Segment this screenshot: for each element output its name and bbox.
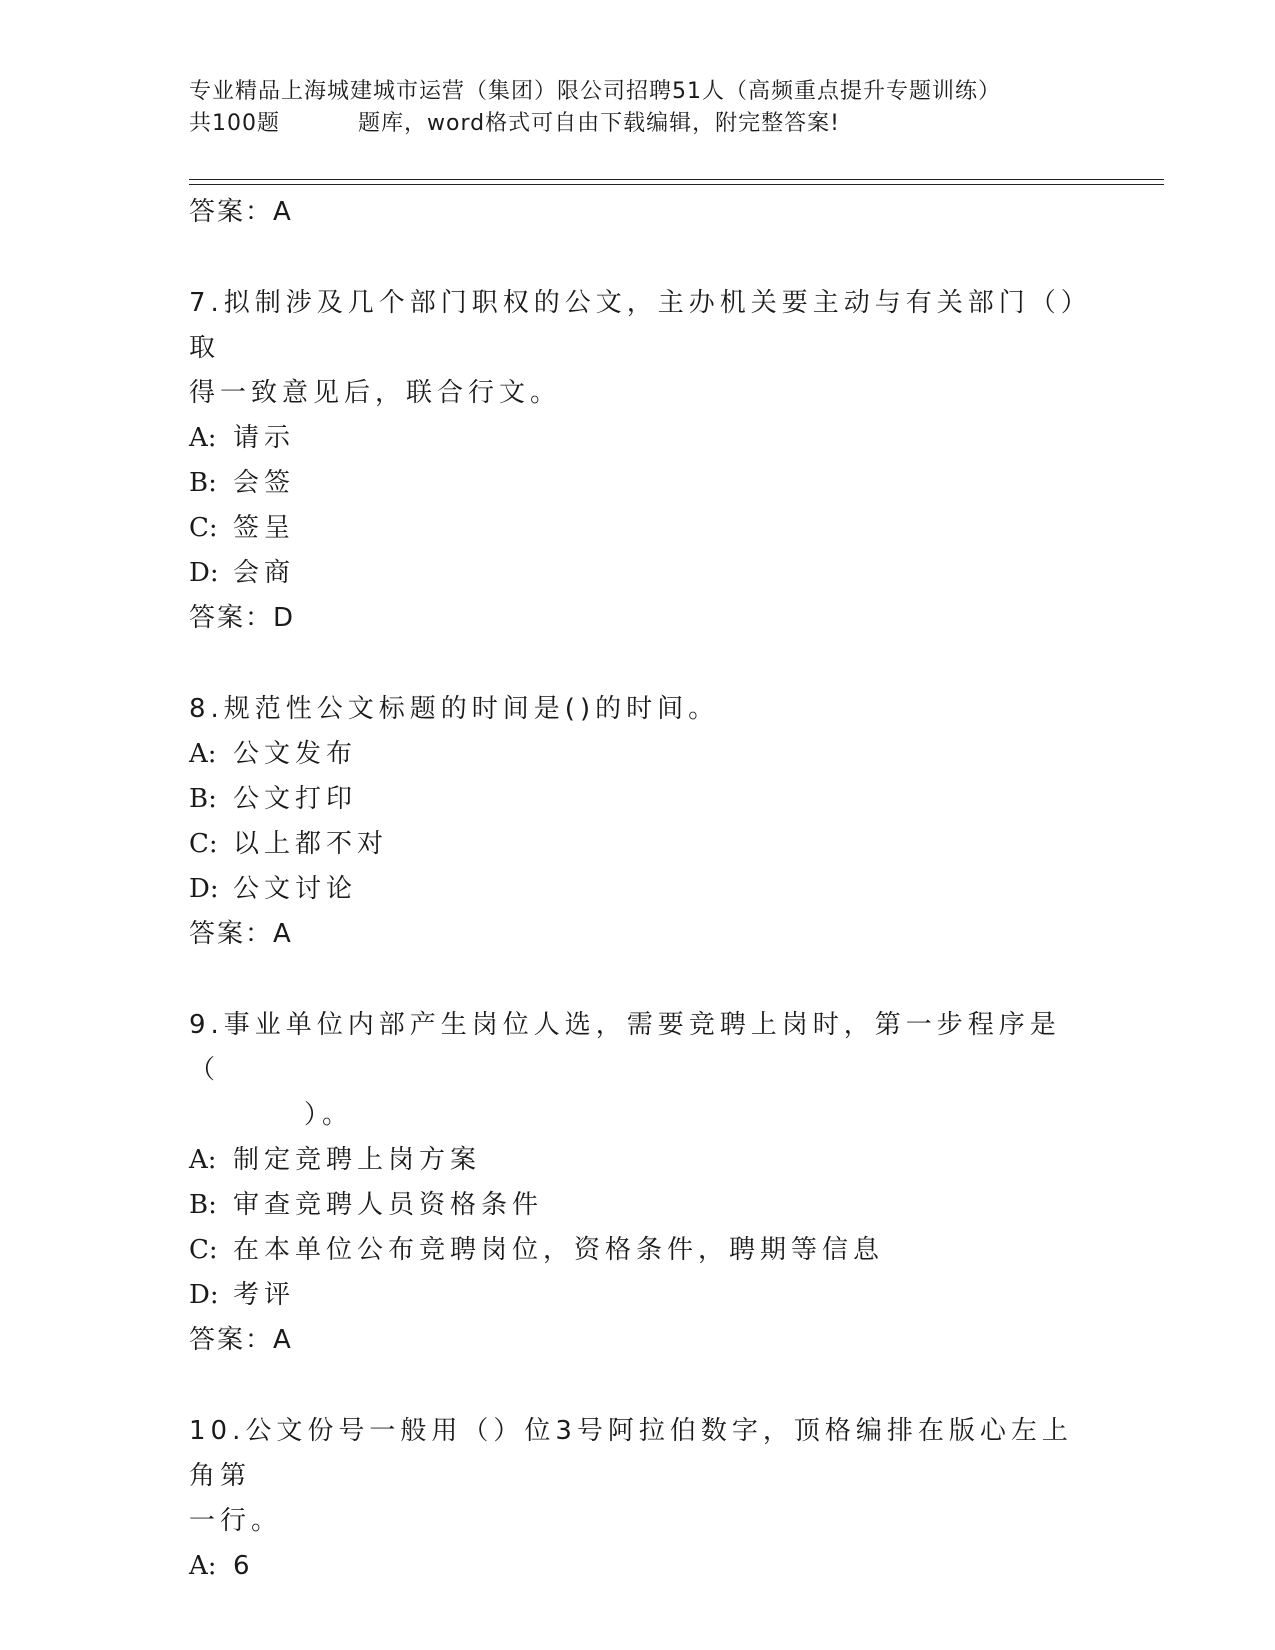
question-7-option-b bbox=[189, 461, 1079, 506]
option-text: 签呈 bbox=[233, 513, 296, 543]
option-letter: D: bbox=[189, 874, 219, 904]
page-header bbox=[189, 76, 1089, 140]
question-7-stem-line2: 得一致意见后，联合行文。 bbox=[189, 378, 562, 408]
option-text: 以上都不对 bbox=[233, 829, 389, 859]
question-9-stem-line2: ）。 bbox=[304, 1100, 354, 1130]
header-divider-bottom bbox=[189, 184, 1164, 185]
question-list bbox=[189, 190, 1079, 1589]
option-letter: D: bbox=[189, 1280, 219, 1310]
option-text: 在本单位公布竞聘岗位，资格条件，聘期等信息 bbox=[233, 1235, 885, 1265]
question-7-option-d bbox=[189, 551, 1079, 596]
option-text: 审查竞聘人员资格条件 bbox=[233, 1190, 544, 1220]
question-7-stem-line1: 7.拟制涉及几个部门职权的公文，主办机关要主动与有关部门（）取 bbox=[189, 288, 1079, 363]
question-8-stem-line1: 8.规范性公文标题的时间是()的时间。 bbox=[189, 694, 720, 724]
option-letter: A: bbox=[189, 1145, 217, 1175]
option-text: 公文讨论 bbox=[233, 874, 358, 904]
question-10 bbox=[189, 1409, 1079, 1544]
question-10-option-a bbox=[189, 1544, 1079, 1589]
option-letter: A: bbox=[189, 1551, 217, 1581]
header-question-count: 共100题 bbox=[189, 111, 280, 136]
header-subtitle-line bbox=[189, 108, 1089, 140]
answer-q9: 答案：A bbox=[189, 1325, 293, 1355]
option-letter: D: bbox=[189, 558, 219, 588]
question-9-option-d bbox=[189, 1273, 1079, 1318]
question-9 bbox=[189, 1003, 1079, 1138]
option-text: 请示 bbox=[233, 423, 296, 453]
question-9-option-b bbox=[189, 1183, 1079, 1228]
option-letter: C: bbox=[189, 1235, 218, 1265]
option-letter: B: bbox=[189, 468, 217, 498]
header-description: 题库，word格式可自由下载编辑，附完整答案! bbox=[358, 111, 840, 136]
question-10-stem-line1: 10.公文份号一般用（）位3号阿拉伯数字，顶格编排在版心左上角第 bbox=[189, 1416, 1073, 1491]
question-8-option-a bbox=[189, 732, 1079, 777]
option-letter: B: bbox=[189, 1190, 217, 1220]
question-7 bbox=[189, 281, 1079, 416]
question-10-stem-line2: 一行。 bbox=[189, 1506, 283, 1536]
option-letter: A: bbox=[189, 739, 217, 769]
header-title-line: 专业精品上海城建城市运营（集团）限公司招聘51人（高频重点提升专题训练） bbox=[189, 79, 1001, 104]
question-9-option-a bbox=[189, 1138, 1079, 1183]
answer-q7: 答案：D bbox=[189, 603, 296, 633]
option-letter: C: bbox=[189, 513, 218, 543]
question-8-option-b bbox=[189, 777, 1079, 822]
option-text: 公文打印 bbox=[233, 784, 358, 814]
question-8 bbox=[189, 687, 1079, 732]
option-letter: A: bbox=[189, 423, 217, 453]
option-text: 6 bbox=[233, 1551, 255, 1581]
option-text: 公文发布 bbox=[233, 739, 358, 769]
option-letter: B: bbox=[189, 784, 217, 814]
answer-q6: 答案：A bbox=[189, 197, 293, 227]
option-text: 会签 bbox=[233, 468, 296, 498]
question-8-option-c bbox=[189, 822, 1079, 867]
question-8-option-d bbox=[189, 867, 1079, 912]
question-7-option-a bbox=[189, 416, 1079, 461]
option-text: 考评 bbox=[233, 1280, 296, 1310]
option-letter: C: bbox=[189, 829, 218, 859]
option-text: 制定竞聘上岗方案 bbox=[233, 1145, 482, 1175]
option-text: 会商 bbox=[233, 558, 296, 588]
question-9-stem-line1: 9.事业单位内部产生岗位人选，需要竞聘上岗时，第一步程序是（ bbox=[189, 1010, 1061, 1085]
header-divider-top bbox=[189, 179, 1164, 180]
question-9-option-c bbox=[189, 1228, 1079, 1273]
question-7-option-c bbox=[189, 506, 1079, 551]
answer-q8: 答案：A bbox=[189, 919, 293, 949]
